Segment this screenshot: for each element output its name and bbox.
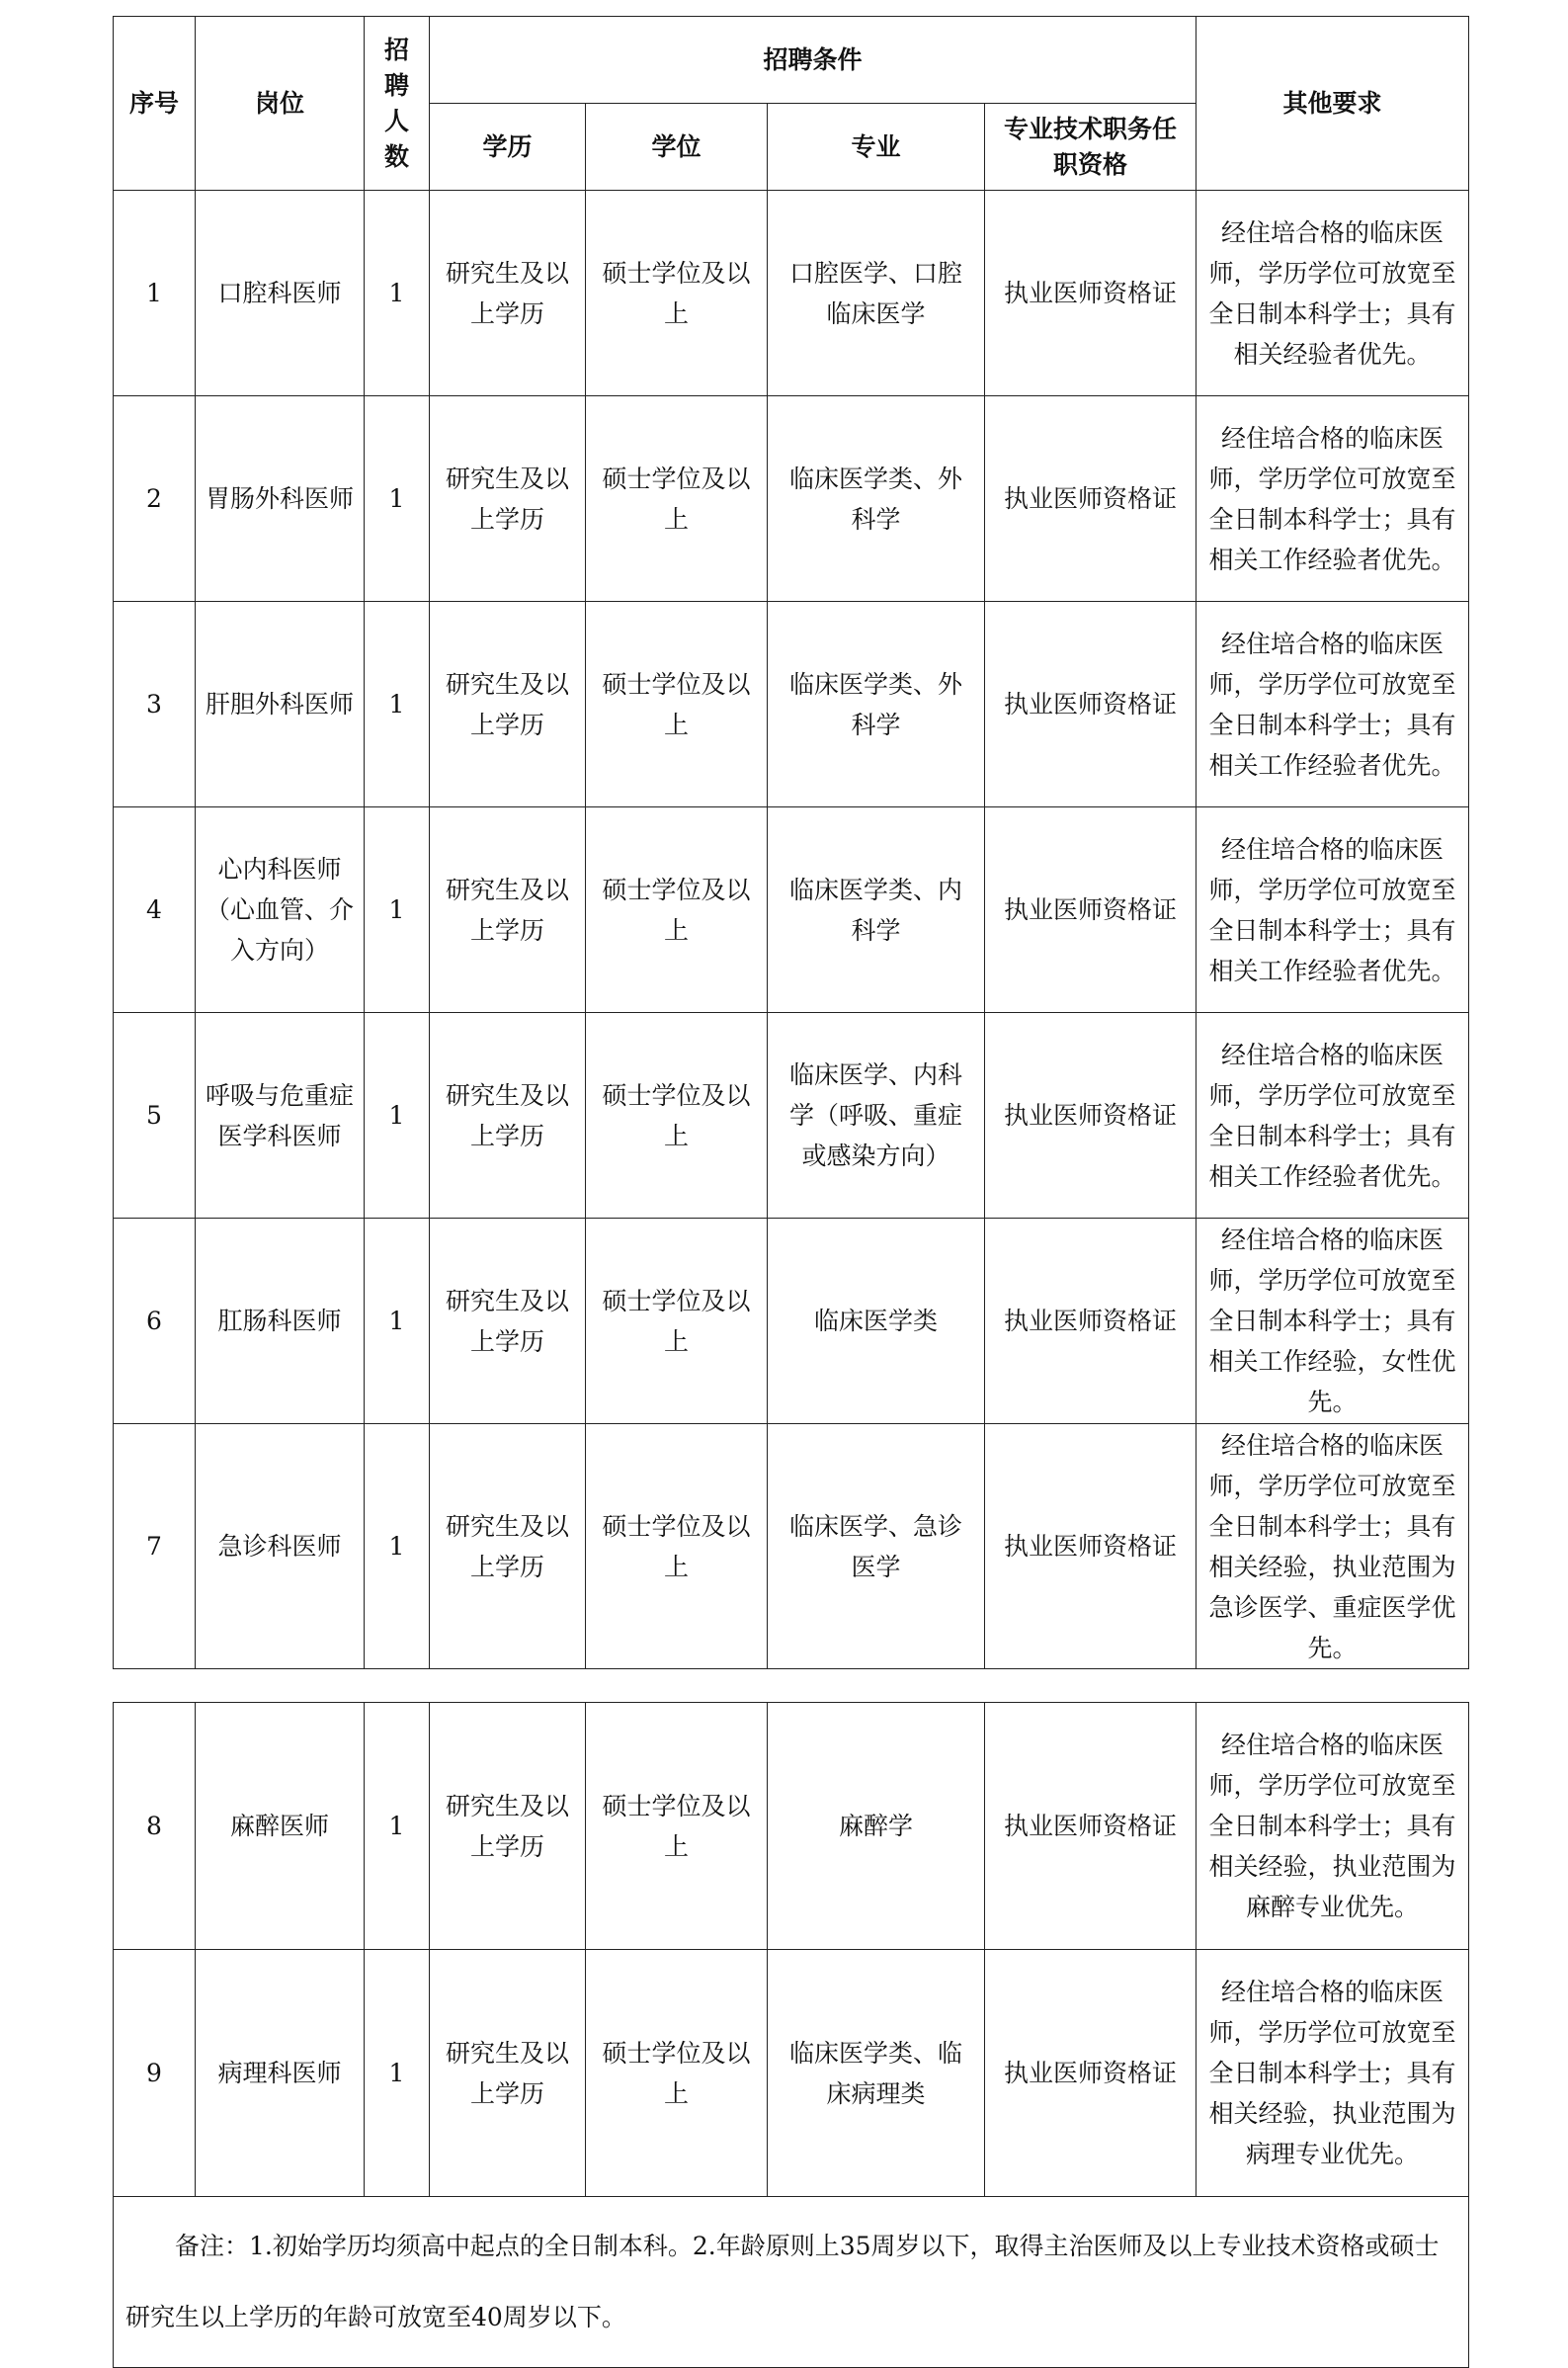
cell-major: 口腔医学、口腔临床医学 bbox=[768, 191, 985, 396]
cell-major: 麻醉学 bbox=[768, 1703, 985, 1950]
header-education: 学历 bbox=[430, 104, 586, 191]
cell-post: 胃肠外科医师 bbox=[196, 396, 365, 602]
recruitment-table-part-1 bbox=[113, 16, 1469, 1669]
cell-post: 麻醉医师 bbox=[196, 1703, 365, 1950]
recruitment-table-part-2 bbox=[113, 1702, 1469, 2368]
cell-count: 1 bbox=[365, 1219, 430, 1424]
table-row bbox=[114, 1219, 1469, 1424]
cell-count: 1 bbox=[365, 396, 430, 602]
cell-education: 研究生及以上学历 bbox=[430, 602, 586, 807]
cell-qualification: 执业医师资格证 bbox=[985, 602, 1197, 807]
cell-degree: 硕士学位及以上 bbox=[586, 1703, 768, 1950]
cell-other: 经住培合格的临床医师，学历学位可放宽至全日制本科学士；具有相关工作经验者优先。 bbox=[1197, 396, 1469, 602]
header-seq: 序号 bbox=[114, 17, 196, 191]
cell-qualification: 执业医师资格证 bbox=[985, 1013, 1197, 1219]
cell-seq: 2 bbox=[114, 396, 196, 602]
table-row bbox=[114, 807, 1469, 1013]
cell-post: 口腔科医师 bbox=[196, 191, 365, 396]
table-row bbox=[114, 1950, 1469, 2197]
cell-qualification: 执业医师资格证 bbox=[985, 191, 1197, 396]
cell-qualification: 执业医师资格证 bbox=[985, 1703, 1197, 1950]
header-qualification: 专业技术职务任职资格 bbox=[985, 104, 1197, 191]
cell-other: 经住培合格的临床医师，学历学位可放宽至全日制本科学士；具有相关经验者优先。 bbox=[1197, 191, 1469, 396]
cell-education: 研究生及以上学历 bbox=[430, 1703, 586, 1950]
cell-other: 经住培合格的临床医师，学历学位可放宽至全日制本科学士；具有相关经验，执业范围为急诊医学、重症医学优先。 bbox=[1197, 1424, 1469, 1669]
cell-count: 1 bbox=[365, 1703, 430, 1950]
cell-seq: 7 bbox=[114, 1424, 196, 1669]
cell-qualification: 执业医师资格证 bbox=[985, 1424, 1197, 1669]
table-row bbox=[114, 396, 1469, 602]
cell-seq: 3 bbox=[114, 602, 196, 807]
cell-post: 心内科医师（心血管、介入方向） bbox=[196, 807, 365, 1013]
cell-education: 研究生及以上学历 bbox=[430, 1219, 586, 1424]
cell-other: 经住培合格的临床医师，学历学位可放宽至全日制本科学士；具有相关工作经验者优先。 bbox=[1197, 602, 1469, 807]
header-major: 专业 bbox=[768, 104, 985, 191]
cell-degree: 硕士学位及以上 bbox=[586, 1424, 768, 1669]
cell-major: 临床医学类、内科学 bbox=[768, 807, 985, 1013]
cell-count: 1 bbox=[365, 807, 430, 1013]
table-row bbox=[114, 1703, 1469, 1950]
cell-other: 经住培合格的临床医师，学历学位可放宽至全日制本科学士；具有相关工作经验者优先。 bbox=[1197, 807, 1469, 1013]
cell-major: 临床医学类、临床病理类 bbox=[768, 1950, 985, 2197]
cell-other: 经住培合格的临床医师，学历学位可放宽至全日制本科学士；具有相关工作经验者优先。 bbox=[1197, 1013, 1469, 1219]
cell-qualification: 执业医师资格证 bbox=[985, 807, 1197, 1013]
cell-education: 研究生及以上学历 bbox=[430, 1424, 586, 1669]
cell-post: 呼吸与危重症医学科医师 bbox=[196, 1013, 365, 1219]
cell-qualification: 执业医师资格证 bbox=[985, 1219, 1197, 1424]
table-row bbox=[114, 1013, 1469, 1219]
cell-count: 1 bbox=[365, 1013, 430, 1219]
note-cell bbox=[114, 2197, 1469, 2368]
cell-education: 研究生及以上学历 bbox=[430, 1013, 586, 1219]
header-count: 招聘人数 bbox=[365, 17, 430, 191]
cell-degree: 硕士学位及以上 bbox=[586, 396, 768, 602]
cell-major: 临床医学类、外科学 bbox=[768, 396, 985, 602]
cell-other: 经住培合格的临床医师，学历学位可放宽至全日制本科学士；具有相关经验，执业范围为病理专业优先。 bbox=[1197, 1950, 1469, 2197]
table-row bbox=[114, 602, 1469, 807]
cell-education: 研究生及以上学历 bbox=[430, 807, 586, 1013]
cell-other: 经住培合格的临床医师，学历学位可放宽至全日制本科学士；具有相关工作经验，女性优先。 bbox=[1197, 1219, 1469, 1424]
cell-degree: 硕士学位及以上 bbox=[586, 602, 768, 807]
cell-degree: 硕士学位及以上 bbox=[586, 1219, 768, 1424]
cell-seq: 1 bbox=[114, 191, 196, 396]
cell-post: 病理科医师 bbox=[196, 1950, 365, 2197]
cell-education: 研究生及以上学历 bbox=[430, 191, 586, 396]
cell-degree: 硕士学位及以上 bbox=[586, 1950, 768, 2197]
cell-post: 肝胆外科医师 bbox=[196, 602, 365, 807]
cell-count: 1 bbox=[365, 1950, 430, 2197]
cell-degree: 硕士学位及以上 bbox=[586, 807, 768, 1013]
cell-seq: 5 bbox=[114, 1013, 196, 1219]
header-degree: 学位 bbox=[586, 104, 768, 191]
cell-education: 研究生及以上学历 bbox=[430, 396, 586, 602]
cell-qualification: 执业医师资格证 bbox=[985, 1950, 1197, 2197]
cell-count: 1 bbox=[365, 1424, 430, 1669]
cell-seq: 9 bbox=[114, 1950, 196, 2197]
note-text: 备注：1.初始学历均须高中起点的全日制本科。2.年龄原则上35周岁以下，取得主治医师及以上专业技术资格或硕士研究生以上学历的年龄可放宽至40周岁以下。 bbox=[125, 2232, 1440, 2331]
header-conditions: 招聘条件 bbox=[430, 17, 1197, 104]
cell-major: 临床医学类 bbox=[768, 1219, 985, 1424]
cell-qualification: 执业医师资格证 bbox=[985, 396, 1197, 602]
cell-major: 临床医学类、外科学 bbox=[768, 602, 985, 807]
table-row bbox=[114, 1424, 1469, 1669]
cell-post: 急诊科医师 bbox=[196, 1424, 365, 1669]
header-post: 岗位 bbox=[196, 17, 365, 191]
cell-major: 临床医学、内科学（呼吸、重症或感染方向） bbox=[768, 1013, 985, 1219]
cell-major: 临床医学、急诊医学 bbox=[768, 1424, 985, 1669]
cell-count: 1 bbox=[365, 191, 430, 396]
cell-seq: 4 bbox=[114, 807, 196, 1013]
table-row bbox=[114, 191, 1469, 396]
cell-education: 研究生及以上学历 bbox=[430, 1950, 586, 2197]
header-other: 其他要求 bbox=[1197, 17, 1469, 191]
note-row bbox=[114, 2197, 1469, 2368]
cell-seq: 6 bbox=[114, 1219, 196, 1424]
cell-count: 1 bbox=[365, 602, 430, 807]
cell-other: 经住培合格的临床医师，学历学位可放宽至全日制本科学士；具有相关经验，执业范围为麻醉专业优先。 bbox=[1197, 1703, 1469, 1950]
cell-degree: 硕士学位及以上 bbox=[586, 191, 768, 396]
cell-degree: 硕士学位及以上 bbox=[586, 1013, 768, 1219]
cell-seq: 8 bbox=[114, 1703, 196, 1950]
cell-post: 肛肠科医师 bbox=[196, 1219, 365, 1424]
